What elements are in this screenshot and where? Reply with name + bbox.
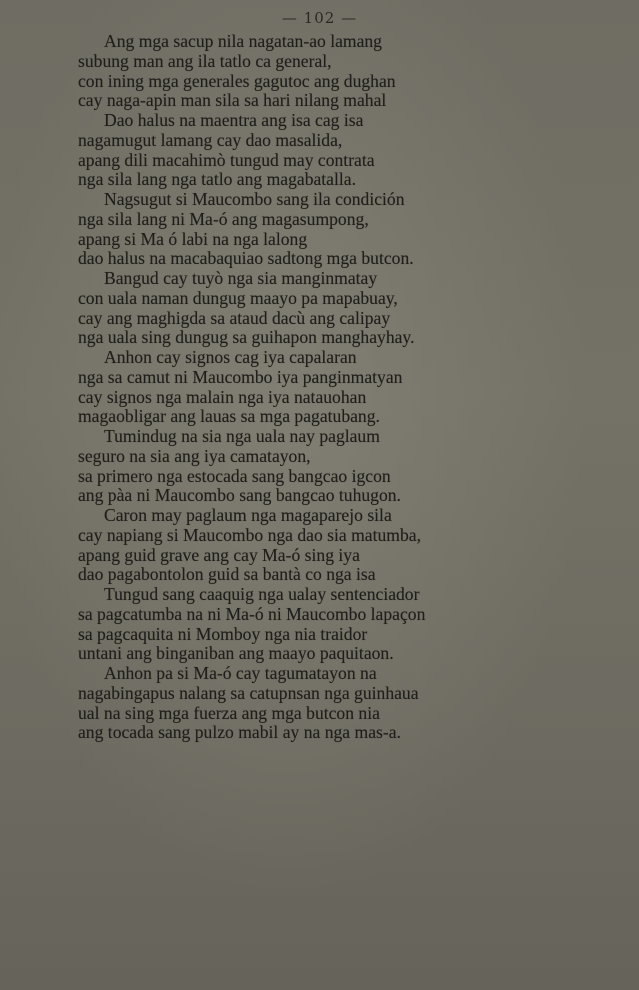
poem-line: cay signos nga malain nga iya natauohan [78, 387, 367, 407]
stanza-7 [78, 506, 578, 585]
page-number: — 102 — [281, 9, 358, 27]
poem-line: Anhon cay signos cag iya capalaran [104, 348, 357, 367]
poem-line: Tumindug na sia nga uala nay paglaum [104, 427, 380, 446]
poem-line: magaobligar ang lauas sa mga pagatubang. [78, 407, 380, 427]
poem-line: Bangud cay tuyò nga sia manginmatay [104, 269, 378, 288]
poem-line: sa pagcaquita ni Momboy nga nia traidor [78, 624, 368, 644]
poem-line: nga uala sing dungug sa guihapon manghayhay. [78, 328, 415, 348]
poem-line: nga sa camut ni Maucombo iya panginmatyan [78, 367, 403, 387]
poem-line: Dao halus na maentra ang isa cag isa [104, 111, 364, 130]
poem-line: con uala naman dungug maayo pa mapabuay, [78, 288, 398, 308]
poem-text [78, 32, 578, 743]
poem-line: dao pagabontolon guid sa bantà co nga isa [78, 565, 376, 585]
poem-line: Nagsugut si Maucombo sang ila condición [104, 190, 405, 209]
stanza-5 [78, 348, 578, 427]
poem-line: nga sila lang nga tatlo ang magabatalla. [78, 170, 356, 190]
poem-line: subung man ang ila tatlo ca general, [78, 51, 332, 71]
poem-line: cay naga-apin man sila sa hari nilang mahal [78, 91, 387, 111]
poem-line: con ining mga generales gagutoc ang dughan [78, 71, 396, 91]
stanza-6 [78, 427, 578, 506]
stanza-2 [78, 111, 578, 190]
poem-line: dao halus na macabaquiao sadtong mga butcon. [78, 249, 414, 269]
poem-line: Ang mga sacup nila nagatan-ao lamang [104, 32, 382, 51]
poem-line: apang dili macahimò tungud may contrata [78, 150, 375, 170]
poem-line: untani ang binganiban ang maayo paquitaon. [78, 644, 394, 664]
poem-line: cay napiang si Maucombo nga dao sia matumba, [78, 525, 421, 545]
poem-line: apang si Ma ó labi na nga lalong [78, 229, 308, 249]
stanza-8 [78, 585, 578, 664]
poem-line: ang pàa ni Maucombo sang bangcao tuhugon. [78, 486, 401, 506]
stanza-1 [78, 32, 578, 111]
poem-line: Anhon pa si Ma-ó cay tagumatayon na [104, 664, 377, 683]
poem-line: Tungud sang caaquig nga ualay sentenciador [104, 585, 420, 604]
poem-line: Caron may paglaum nga magaparejo sila [104, 506, 392, 525]
poem-line: sa primero nga estocada sang bangcao igcon [78, 466, 391, 486]
stanza-3 [78, 190, 578, 269]
poem-line: nagabingapus nalang sa catupnsan nga guinhaua [78, 683, 419, 703]
poem-line: ang tocada sang pulzo mabil ay na nga mas-a. [78, 723, 401, 743]
poem-line: cay ang maghigda sa ataud dacù ang calipay [78, 308, 391, 328]
stanza-9 [78, 664, 578, 743]
poem-line: nga sila lang ni Ma-ó ang magasumpong, [78, 209, 369, 229]
poem-line: seguro na sia ang iya camatayon, [78, 446, 311, 466]
stanza-4 [78, 269, 578, 348]
poem-line: apang guid grave ang cay Ma-ó sing iya [78, 545, 360, 565]
poem-line: ual na sing mga fuerza ang mga butcon nia [78, 703, 380, 723]
poem-line: nagamugut lamang cay dao masalida, [78, 130, 343, 150]
poem-line: sa pagcatumba na ni Ma-ó ni Maucombo lapaçon [78, 604, 426, 624]
